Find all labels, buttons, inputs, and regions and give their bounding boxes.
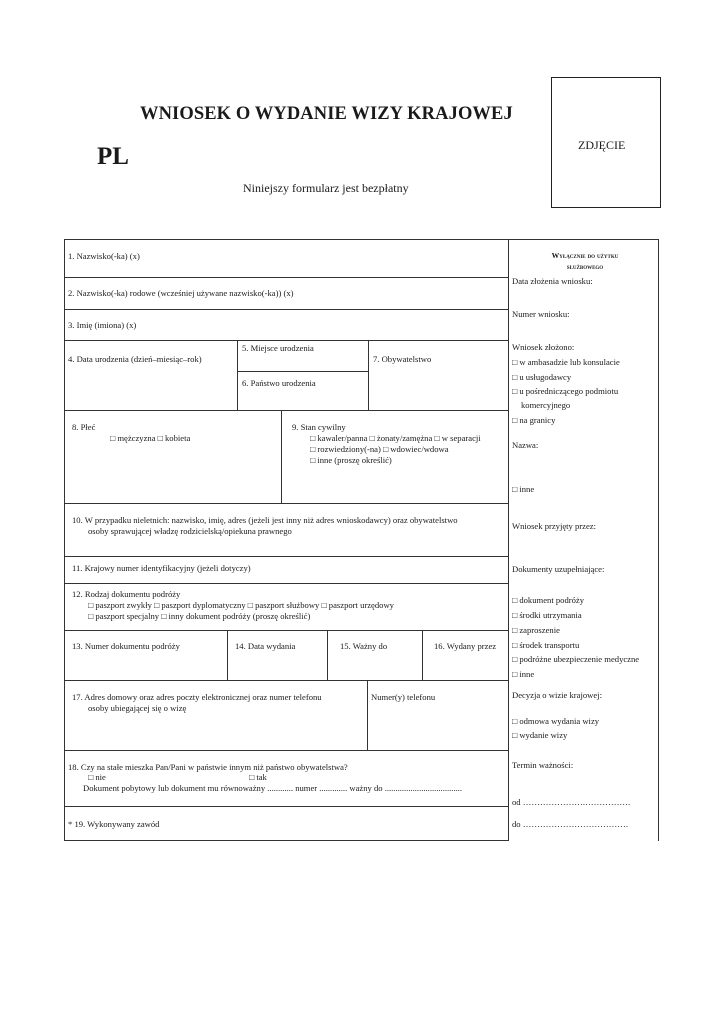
official-use-title (512, 250, 658, 272)
office-validity: Termin ważności: (512, 760, 574, 770)
official-use-title-line2: służbowego (566, 262, 604, 271)
field-3-first-names[interactable]: 3. Imię (imiona) (x) (68, 320, 137, 330)
office-issued[interactable]: □ wydanie wizy (512, 730, 568, 740)
office-supporting-docs: Dokumenty uzupełniające: (512, 564, 605, 574)
office-other[interactable]: □ inne (512, 484, 535, 494)
country-code: PL (97, 143, 129, 170)
field-8-sex: 8. Płeć (72, 422, 96, 432)
sex-options[interactable]: □ mężczyzna □ kobieta (110, 433, 191, 443)
field-10-guardian[interactable]: 10. W przypadku nieletnich: nazwisko, imię, adres (jeżeli jest inny niż adres wnioskodawcy) oraz obywatelstwo (72, 515, 458, 525)
office-doc-invitation[interactable]: □ zaproszenie (512, 625, 560, 635)
office-submitted-at: Wniosek złożono: (512, 342, 575, 352)
field-4-date-of-birth[interactable]: 4. Data urodzenia (dzień–miesiąc–rok) (68, 354, 202, 364)
field-7-nationality[interactable]: 7. Obywatelstwo (373, 354, 432, 364)
office-at-border[interactable]: □ na granicy (512, 415, 556, 425)
office-decision: Decyzja o wizie krajowej: (512, 690, 602, 700)
photo-box[interactable] (551, 77, 661, 208)
travel-doc-options-2[interactable]: □ paszport specjalny □ inny dokument podróży (proszę określić) (88, 611, 311, 621)
field-6-country-of-birth[interactable]: 6. Państwo urodzenia (242, 378, 316, 388)
field-17-address-cont: osoby ubiegającej się o wizę (88, 703, 187, 713)
field-18-residence-question: 18. Czy na stałe mieszka Pan/Pani w państwie innym niż państwo obywatelstwa? (68, 762, 348, 772)
office-doc-other[interactable]: □ inne (512, 669, 535, 679)
office-doc-means[interactable]: □ środki utrzymania (512, 610, 582, 620)
office-at-provider[interactable]: □ u usługodawcy (512, 372, 572, 382)
office-valid-from[interactable]: od ………………….……………. (512, 797, 631, 807)
field-11-national-id[interactable]: 11. Krajowy numer identyfikacyjny (jeżeli dotyczy) (72, 563, 251, 573)
office-at-intermediary[interactable]: □ u pośredniczącego podmiotu (512, 386, 619, 396)
civil-status-options-2[interactable]: □ rozwiedziony(-na) □ wdowiec/wdowa (310, 444, 449, 454)
residence-document-line[interactable]: Dokument pobytowy lub dokument mu równoważny ............ numer ............. ważny do .................................... (83, 783, 463, 793)
field-5-place-of-birth[interactable]: 5. Miejsce urodzenia (242, 343, 314, 353)
official-use-title-line1: Wyłącznie do użytku (551, 251, 619, 260)
field-14-issue-date[interactable]: 14. Data wydania (235, 641, 296, 651)
field-12-travel-doc-type: 12. Rodzaj dokumentu podróży (72, 589, 181, 599)
free-form-note: Niniejszy formularz jest bezpłatny (243, 181, 409, 195)
office-at-embassy[interactable]: □ w ambasadzie lub konsulacie (512, 357, 620, 367)
field-17-address[interactable]: 17. Adres domowy oraz adres poczty elektronicznej oraz numer telefonu (72, 692, 322, 702)
civil-status-options-3[interactable]: □ inne (proszę określić) (310, 455, 392, 465)
residence-yes-option[interactable]: □ tak (249, 772, 267, 782)
office-application-number[interactable]: Numer wniosku: (512, 309, 570, 319)
office-doc-travel[interactable]: □ dokument podróży (512, 595, 585, 605)
office-valid-to[interactable]: do ………………………………. (512, 819, 629, 829)
field-2-birth-surname[interactable]: 2. Nazwisko(-ka) rodowe (wcześniej używane nazwisko(-ka)) (x) (68, 288, 294, 298)
field-10-guardian-cont: osoby sprawującej władzę rodzicielską/opiekuna prawnego (88, 526, 292, 536)
field-15-valid-until[interactable]: 15. Ważny do (340, 641, 388, 651)
office-date-submitted[interactable]: Data złożenia wniosku: (512, 276, 593, 286)
field-9-civil-status: 9. Stan cywilny (292, 422, 346, 432)
civil-status-options-1[interactable]: □ kawaler/panna □ żonaty/zamężna □ w separacji (310, 433, 481, 443)
photo-label: ZDJĘCIE (578, 138, 626, 152)
office-refusal[interactable]: □ odmowa wydania wizy (512, 716, 600, 726)
office-doc-transport[interactable]: □ środek transportu (512, 640, 580, 650)
field-16-issued-by[interactable]: 16. Wydany przez (434, 641, 497, 651)
field-19-occupation[interactable]: * 19. Wykonywany zawód (68, 819, 160, 829)
form-title: WNIOSEK O WYDANIE WIZY KRAJOWEJ (140, 104, 513, 124)
office-at-intermediary-cont: komercyjnego (521, 400, 571, 410)
residence-no-option[interactable]: □ nie (88, 772, 106, 782)
office-doc-insurance[interactable]: □ podróżne ubezpieczenie medyczne (512, 654, 640, 664)
office-accepted-by[interactable]: Wniosek przyjęty przez: (512, 521, 596, 531)
field-1-surname[interactable]: 1. Nazwisko(-ka) (x) (68, 251, 140, 261)
field-13-travel-doc-number[interactable]: 13. Numer dokumentu podróży (72, 641, 180, 651)
office-name-label[interactable]: Nazwa: (512, 440, 539, 450)
field-17-phone[interactable]: Numer(y) telefonu (371, 692, 436, 702)
travel-doc-options-1[interactable]: □ paszport zwykły □ paszport dyplomatyczny □ paszport służbowy □ paszport urzędowy (88, 600, 394, 610)
